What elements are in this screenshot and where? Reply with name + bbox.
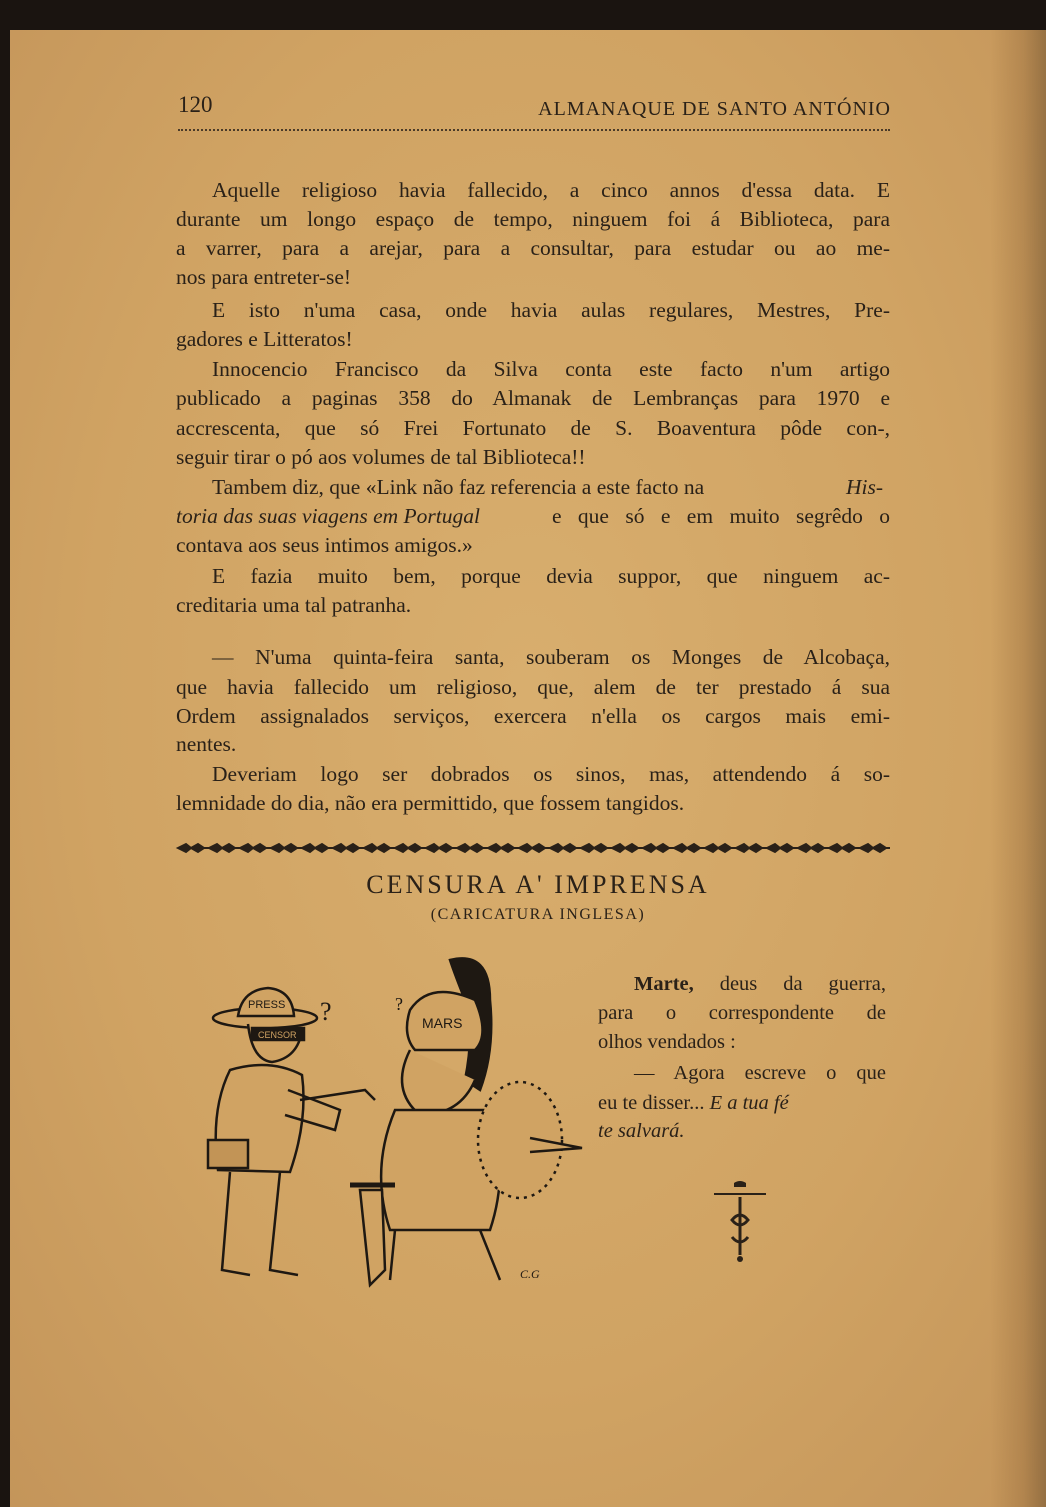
body-line: accrescenta, que só Frei Fortunato de S. Boaventura pôde con-, — [176, 416, 890, 440]
section-subtitle: (CARICATURA INGLESA) — [430, 906, 646, 923]
ornamental-divider — [174, 838, 890, 858]
tailpiece-ornament — [712, 1175, 768, 1265]
body-line: nos para entreter-se! — [176, 265, 352, 289]
page-number: 120 — [178, 92, 213, 117]
body-line: nentes. — [176, 732, 237, 756]
body-line: Deveriam logo ser dobrados os sinos, mas, attendendo á so- — [212, 762, 890, 786]
caption-line: — Agora escreve o que — [634, 1062, 886, 1084]
divider-segment — [612, 844, 643, 852]
body-line: que havia fallecido um religioso, que, alem de ter prestado á sua — [176, 675, 890, 699]
body-line: lemnidade do dia, não era permittido, que fossem tangidos. — [176, 791, 685, 815]
body-line: a varrer, para a arejar, para a consultar, para estudar ou ao me- — [176, 236, 890, 260]
divider-segment — [209, 844, 240, 852]
divider-segment — [798, 844, 829, 852]
divider-segment — [333, 844, 364, 852]
divider-segment — [395, 844, 426, 852]
caption-line: para o correspondente de — [598, 1002, 886, 1024]
body-line: contava aos seus intimos amigos.» — [176, 533, 473, 557]
divider-segment — [829, 844, 860, 852]
body-line: Tambem diz, que «Link não faz referencia a este facto na — [212, 475, 705, 499]
body-line: creditaria uma tal patranha. — [176, 593, 412, 617]
svg-text:PRESS: PRESS — [248, 999, 286, 1011]
running-title: ALMANAQUE DE SANTO ANTÓNIO — [538, 98, 891, 120]
body-line: E isto n'uma casa, onde havia aulas regulares, Mestres, Pre- — [212, 298, 890, 322]
caption-line: deus da guerra, — [719, 973, 887, 995]
svg-text:C.G: C.G — [520, 1267, 540, 1281]
body-line: publicado a paginas 358 do Almanak de Lembranças para 1970 e — [176, 386, 890, 410]
body-line: e que só e em muito segrêdo o — [552, 504, 890, 528]
divider-segment — [705, 844, 736, 852]
caricature-illustration — [190, 940, 590, 1300]
svg-text:!: ! — [210, 1040, 211, 1041]
caption-speaker: Marte, — [634, 973, 694, 995]
caption-line-italic: te salvará. — [598, 1120, 685, 1142]
divider-segment — [581, 844, 612, 852]
divider-segment — [457, 844, 488, 852]
caption-line-italic: E a tua fé — [709, 1092, 789, 1114]
divider-segment — [178, 844, 209, 852]
body-line: Innocencio Francisco da Silva conta este facto n'um artigo — [212, 357, 890, 381]
svg-text:?: ? — [320, 997, 332, 1026]
divider-segment — [240, 844, 271, 852]
book-title-italic: toria das suas viagens em Portugal — [176, 504, 480, 528]
svg-text:?: ? — [395, 994, 403, 1014]
body-line-italic: His- — [846, 475, 884, 499]
divider-segment — [643, 844, 674, 852]
body-line: Aquelle religioso havia fallecido, a cinco annos d'essa data. E — [212, 178, 890, 202]
caption-line: eu te disser... — [598, 1092, 705, 1114]
svg-text:CENSOR: CENSOR — [258, 1030, 297, 1040]
page-edge-shadow — [990, 30, 1046, 1507]
header-rule — [178, 129, 890, 131]
divider-segment — [271, 844, 302, 852]
svg-text:MARS: MARS — [422, 1015, 463, 1031]
section-title: CENSURA A' IMPRENSA — [366, 870, 710, 899]
divider-segment — [736, 844, 767, 852]
divider-segment — [519, 844, 550, 852]
divider-segment — [364, 844, 395, 852]
body-line: E fazia muito bem, porque devia suppor, que ninguem ac- — [212, 564, 890, 588]
caption-line: olhos vendados : — [598, 1031, 736, 1053]
body-line: durante um longo espaço de tempo, ninguem foi á Biblioteca, para — [176, 207, 890, 231]
divider-segment — [550, 844, 581, 852]
divider-segment — [860, 844, 890, 852]
divider-segment — [767, 844, 798, 852]
divider-segment — [302, 844, 333, 852]
divider-segment — [674, 844, 705, 852]
divider-segment — [426, 844, 457, 852]
body-line: seguir tirar o pó aos volumes de tal Biblioteca!! — [176, 445, 586, 469]
divider-segment — [488, 844, 519, 852]
body-line: — N'uma quinta-feira santa, souberam os Monges de Alcobaça, — [212, 645, 890, 669]
body-line: Ordem assignalados serviços, exercera n'ella os cargos mais emi- — [176, 704, 890, 728]
body-line: gadores e Litteratos! — [176, 327, 353, 351]
